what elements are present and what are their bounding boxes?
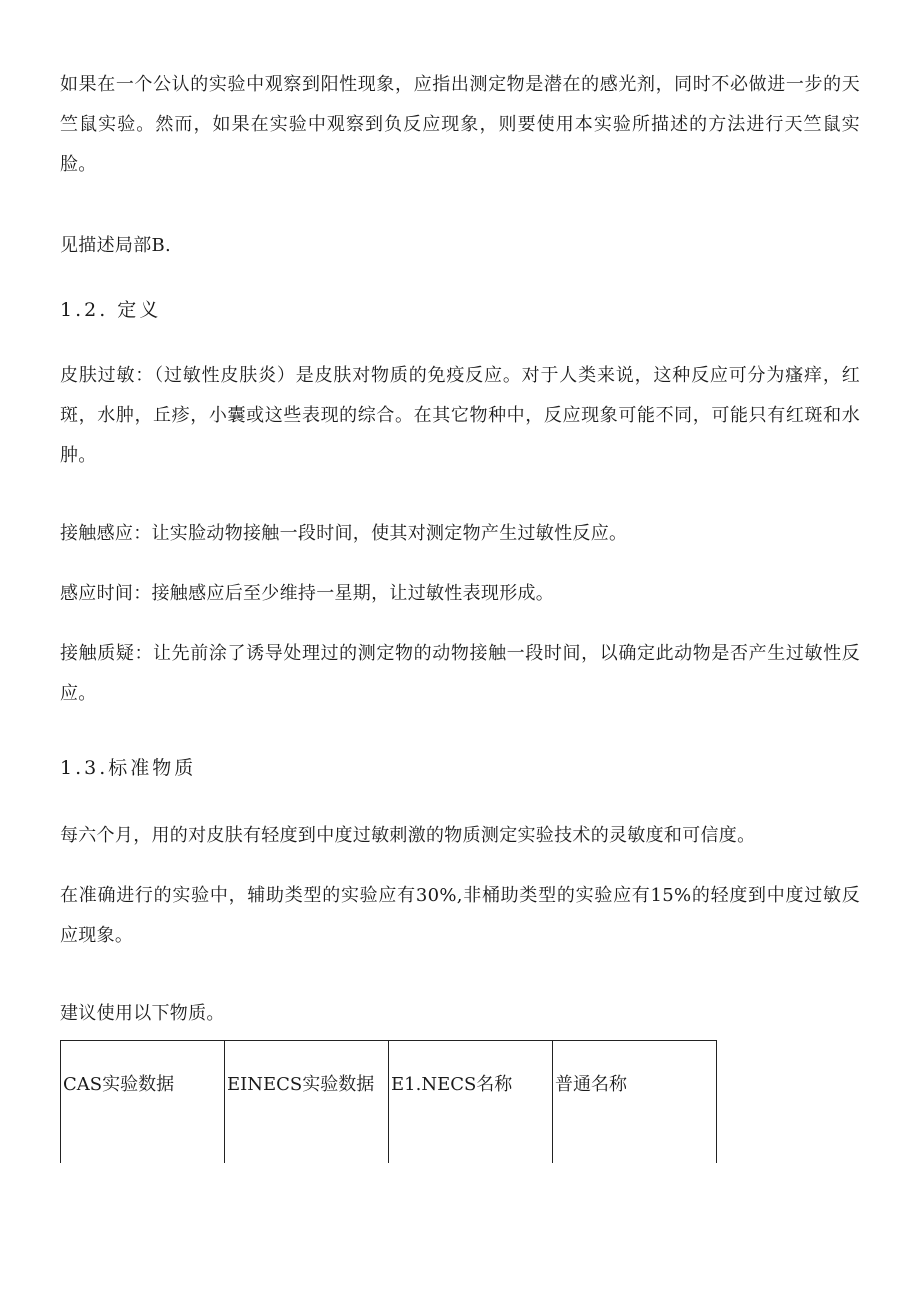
table-header-common-name: 普通名称 xyxy=(553,1041,717,1163)
substances-table xyxy=(60,1040,717,1163)
paragraph-reaction-rates: 在准确进行的实验中，辅助类型的实验应有30%,非桶助类型的实验应有15%的轻度到中度过敏反应现象。 xyxy=(60,885,860,946)
paragraph-induction-exposure: 接触感应：让实脸动物接触一段时间，使其对测定物产生过敏性反应。 xyxy=(60,523,628,544)
paragraph-induction-period: 感应时间：接触感应后至少维持一星期，让过敏性表现形成。 xyxy=(60,583,555,604)
paragraph-six-months: 每六个月，用的对皮肤有轻度到中度过敏刺激的物质测定实验技术的灵敏度和可信度。 xyxy=(60,825,756,846)
paragraph-skin-sensitization: 皮肤过敏：（过敏性皮肤炎）是皮肤对物质的免疫反应。对于人类来说，这种反应可分为瘙痒，红斑，水肿，丘疹，小囊或这些表现的综合。在其它物种中，反应现象可能不同，可能只有红斑和水肿。 xyxy=(60,365,860,466)
section-heading-definitions: 1.2. 定义 xyxy=(60,299,162,321)
table-header-row xyxy=(61,1041,717,1163)
paragraph-recommended-substances: 建议使用以下物质。 xyxy=(60,1003,225,1024)
section-heading-reference-substances: 1.3.标准物质 xyxy=(60,757,197,779)
table-header-cas: CAS实验数据 xyxy=(61,1041,225,1163)
paragraph-challenge-exposure: 接触质疑：让先前涂了诱导处理过的测定物的动物接触一段时间，以确定此动物是否产生过敏性反应。 xyxy=(60,643,860,704)
table-header-einecs-name: E1.NECS名称 xyxy=(389,1041,553,1163)
table-header-einecs: EINECS实验数据 xyxy=(225,1041,389,1163)
paragraph-positive-reaction: 如果在一个公认的实验中观察到阳性现象，应指出测定物是潜在的感光剂，同时不必做进一步的天竺鼠实验。然而，如果在实验中观察到负反应现象，则要使用本实验所描述的方法进行天竺鼠实脸。 xyxy=(60,74,860,175)
paragraph-see-part-b: 见描述局部B. xyxy=(60,235,172,256)
